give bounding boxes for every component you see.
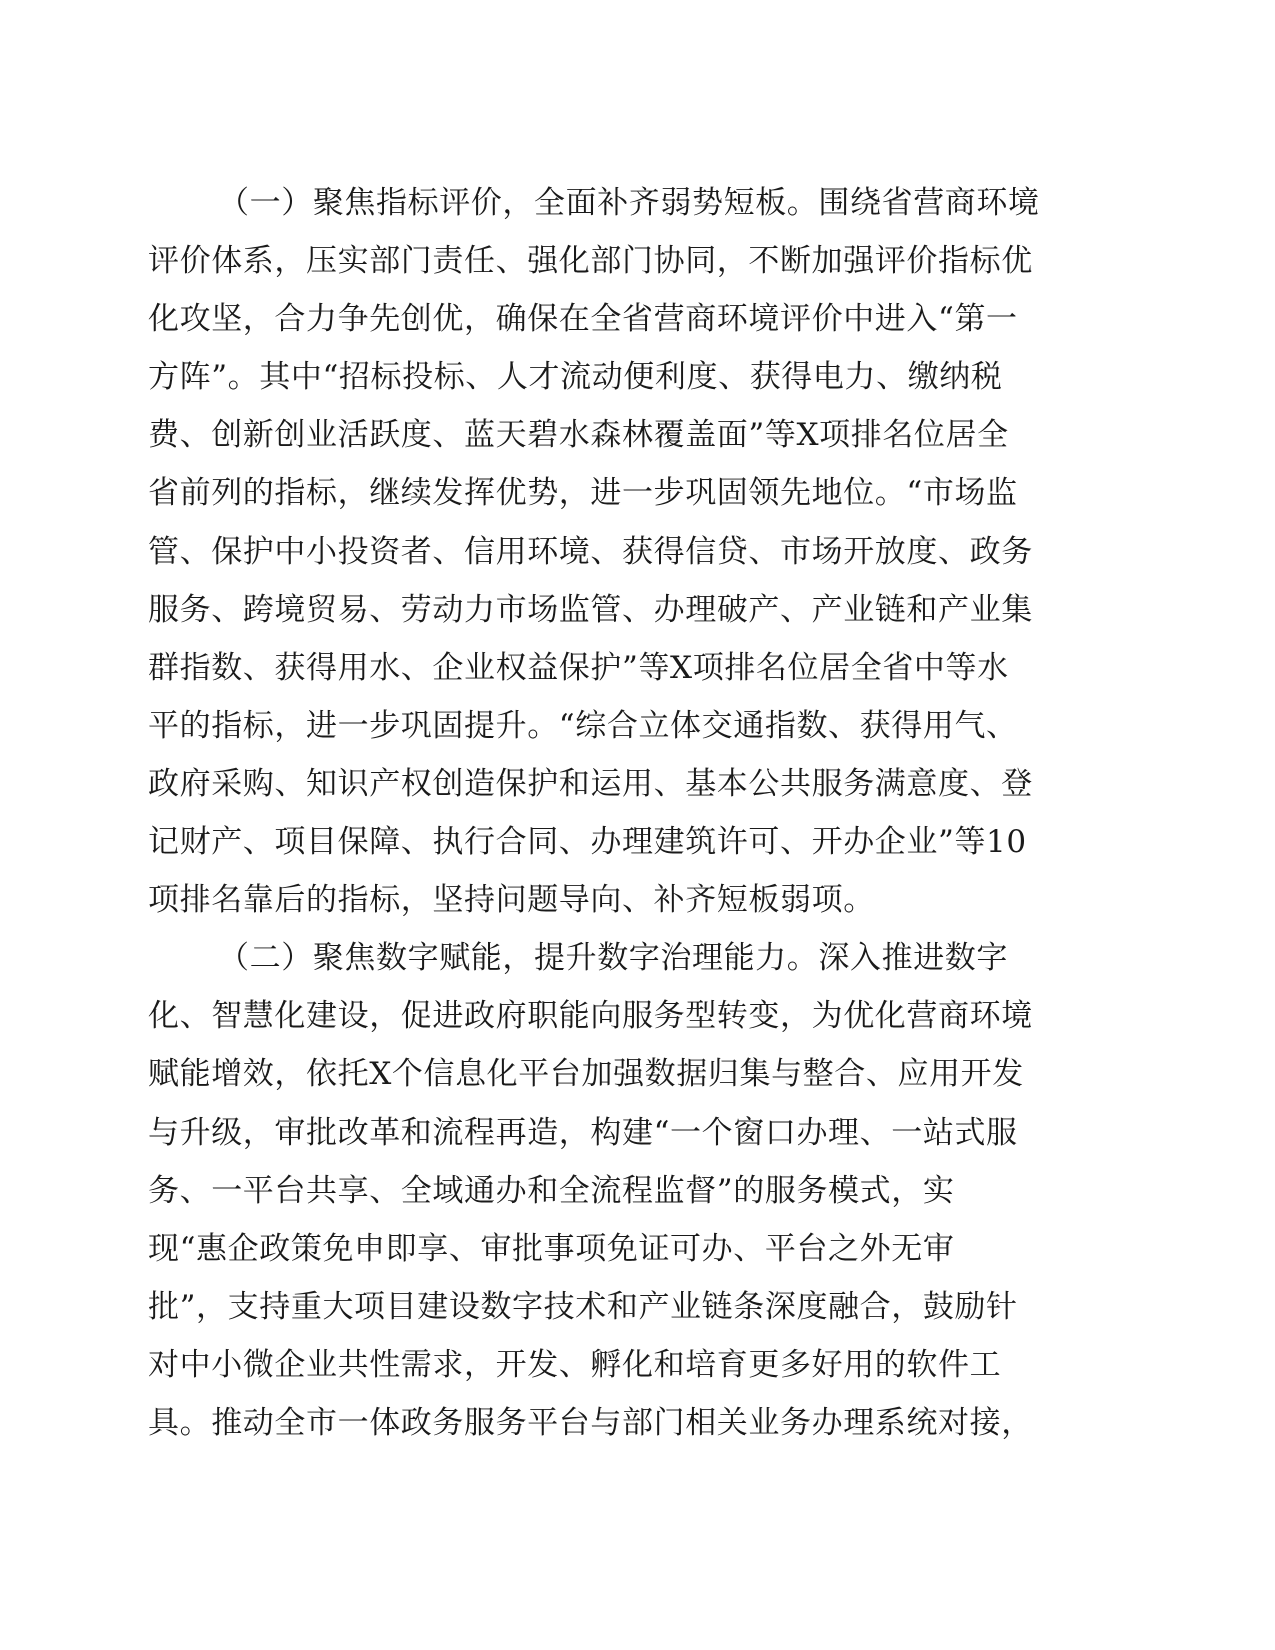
text-line: 服务、跨境贸易、劳动力市场监管、办理破产、产业链和产业集: [148, 591, 1033, 628]
text-line: 政府采购、知识产权创造保护和运用、基本公共服务满意度、登: [148, 765, 1033, 802]
text-line: 方阵”。其中“招标投标、人才流动便利度、获得电力、缴纳税: [148, 359, 1003, 396]
text-line: 具。推动全市一体政务服务平台与部门相关业务办理系统对接，: [148, 1404, 1033, 1441]
text-line: 对中小微企业共性需求，开发、孵化和培育更多好用的软件工: [148, 1346, 1002, 1383]
text-line: 赋能增效，依托X个信息化平台加强数据归集与整合、应用开发: [148, 1056, 1024, 1093]
text-line: 费、创新创业活跃度、蓝天碧水森林覆盖面”等X项排名位居全: [148, 417, 1009, 454]
text-line: 记财产、项目保障、执行合同、办理建筑许可、开办企业”等10: [148, 824, 1027, 861]
paragraph-2: [148, 929, 1048, 1452]
text-line: 化攻坚，合力争先创优，确保在全省营商环境评价中进入“第一: [148, 301, 1018, 338]
text-line: 管、保护中小投资者、信用环境、获得信贷、市场开放度、政务: [148, 533, 1033, 570]
text-line: （一）聚焦指标评价，全面补齐弱势短板。围绕省营商环境: [218, 185, 1040, 221]
text-line: 平的指标，进一步巩固提升。“综合立体交通指数、获得用气、: [148, 707, 1018, 744]
paragraph-1: [148, 174, 1048, 929]
text-line: 项排名靠后的指标，坚持问题导向、补齐短板弱项。: [148, 882, 875, 919]
text-line: 现“惠企政策免申即享、审批事项免证可办、平台之外无审: [148, 1230, 955, 1267]
text-line: 化、智慧化建设，促进政府职能向服务型转变，为优化营商环境: [148, 998, 1033, 1035]
text-line: 批”，支持重大项目建设数字技术和产业链条深度融合，鼓励针: [148, 1288, 1018, 1325]
text-line: 评价体系，压实部门责任、强化部门协同，不断加强评价指标优: [148, 243, 1033, 280]
text-line: 与升级，审批改革和流程再造，构建“一个窗口办理、一站式服: [148, 1114, 1018, 1151]
text-line: 省前列的指标，继续发挥优势，进一步巩固领先地位。“市场监: [148, 475, 1018, 512]
text-line: 群指数、获得用水、企业权益保护”等X项排名位居全省中等水: [148, 649, 1009, 686]
text-line: （二）聚焦数字赋能，提升数字治理能力。深入推进数字: [218, 940, 1008, 977]
text-line: 务、一平台共享、全域通办和全流程监督”的服务模式，实: [148, 1172, 955, 1209]
document-page: [148, 174, 1048, 1452]
